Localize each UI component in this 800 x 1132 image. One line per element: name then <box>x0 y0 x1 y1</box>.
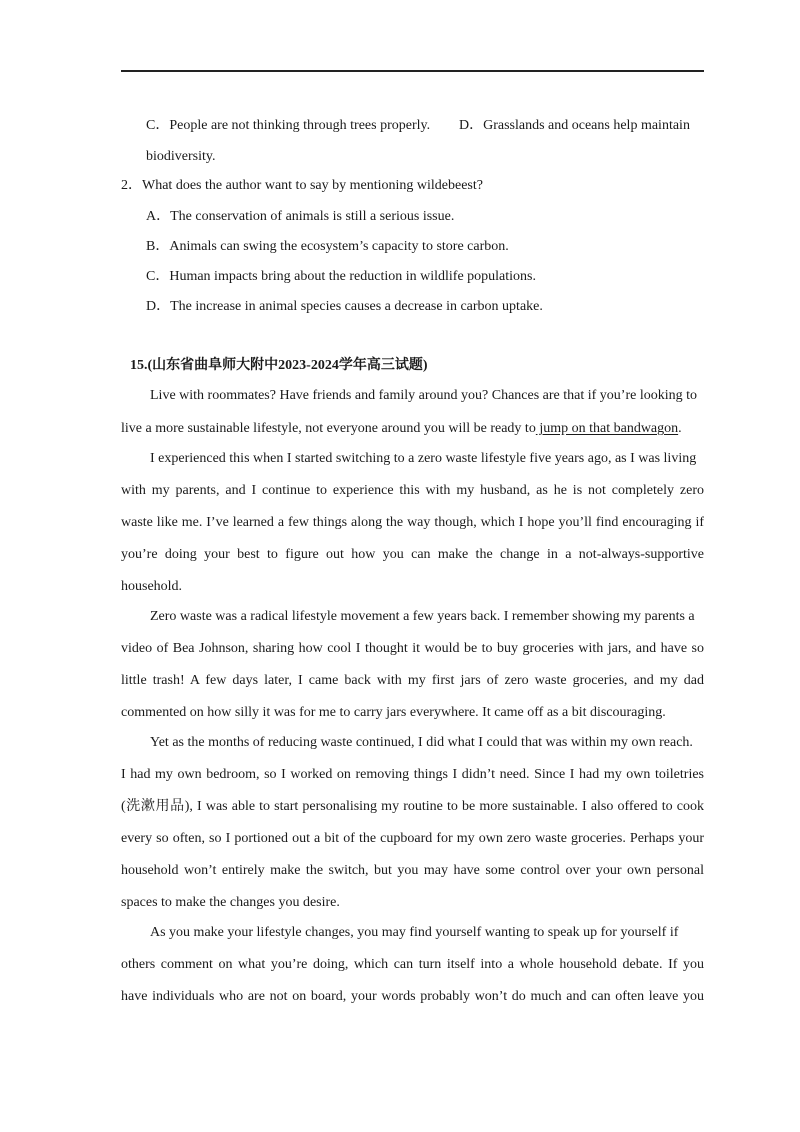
paragraph-3-line-3: little trash! A few days later, I came back with my first jars of zero waste groceries, and my dad <box>121 673 704 688</box>
paragraph-2-line-5: household. <box>121 579 183 594</box>
paragraph-4-line-5: household won’t entirely make the switch, but you may have some control over your own personal <box>121 863 704 878</box>
passage-heading: 15.(山东省曲阜师大附中2023-2024学年高三试题) <box>130 358 428 373</box>
paragraph-1-end: . <box>678 421 682 436</box>
paragraph-4-line-2: I had my own bedroom, so I worked on removing things I didn’t need. Since I had my own toiletries <box>121 767 704 782</box>
paragraph-1-text: live a more sustainable lifestyle, not everyone around you will be ready to <box>121 421 536 436</box>
paragraph-1-line-1: Live with roommates? Have friends and family around you? Chances are that if you’re looking to <box>150 388 697 403</box>
paragraph-5-line-3: have individuals who are not on board, your words probably won’t do much and can often leave you <box>121 989 704 1004</box>
question-2-option-a: A．The conservation of animals is still a serious issue. <box>146 209 455 224</box>
prev-option-c: C．People are not thinking through trees properly. <box>146 118 431 133</box>
question-2-option-b: B．Animals can swing the ecosystem’s capacity to store carbon. <box>146 239 509 254</box>
paragraph-5-line-1: As you make your lifestyle changes, you may find yourself wanting to speak up for yourself if <box>150 925 679 940</box>
paragraph-3-line-2: video of Bea Johnson, sharing how cool I thought it would be to buy groceries with jars, and have so <box>121 641 704 656</box>
paragraph-4-line-1: Yet as the months of reducing waste continued, I did what I could that was within my own reach. <box>150 735 693 750</box>
paragraph-2-line-3: waste like me. I’ve learned a few things along the way though, which I hope you’ll find encouraging if <box>121 515 704 530</box>
paragraph-4-line-6: spaces to make the changes you desire. <box>121 895 340 910</box>
underlined-phrase: jump on that bandwagon <box>535 421 679 436</box>
paragraph-2-line-1: I experienced this when I started switching to a zero waste lifestyle five years ago, as I was living <box>150 451 697 466</box>
prev-option-d: D．Grasslands and oceans help maintain <box>459 118 690 133</box>
question-2-option-d: D．The increase in animal species causes a decrease in carbon uptake. <box>146 299 543 314</box>
question-2-stem: 2．What does the author want to say by mentioning wildebeest? <box>121 178 483 193</box>
paragraph-2-line-4: you’re doing your best to figure out how you can make the change in a not-always-supportive <box>121 547 704 562</box>
paragraph-3-line-4: commented on how silly it was for me to carry jars everywhere. It came off as a bit discouraging. <box>121 705 666 720</box>
question-2-option-c: C．Human impacts bring about the reduction in wildlife populations. <box>146 269 536 284</box>
paragraph-2-line-2: with my parents, and I continue to experience this with my husband, as he is not completely zero <box>121 483 704 498</box>
paragraph-4-line-3: (洗漱用品), I was able to start personalising my routine to be more sustainable. I also offered to cook <box>121 799 704 814</box>
paragraph-4-line-4: every so often, so I portioned out a bit of the cupboard for my own zero waste groceries. Perhaps your <box>121 831 704 846</box>
paragraph-3-line-1: Zero waste was a radical lifestyle movement a few years back. I remember showing my parents a <box>150 609 695 624</box>
paragraph-5-line-2: others comment on what you’re doing, which can turn itself into a whole household debate. If you <box>121 957 704 972</box>
header-rule <box>121 70 704 72</box>
paragraph-1-line-2 <box>121 420 682 438</box>
prev-option-d-continuation: biodiversity. <box>146 149 216 164</box>
